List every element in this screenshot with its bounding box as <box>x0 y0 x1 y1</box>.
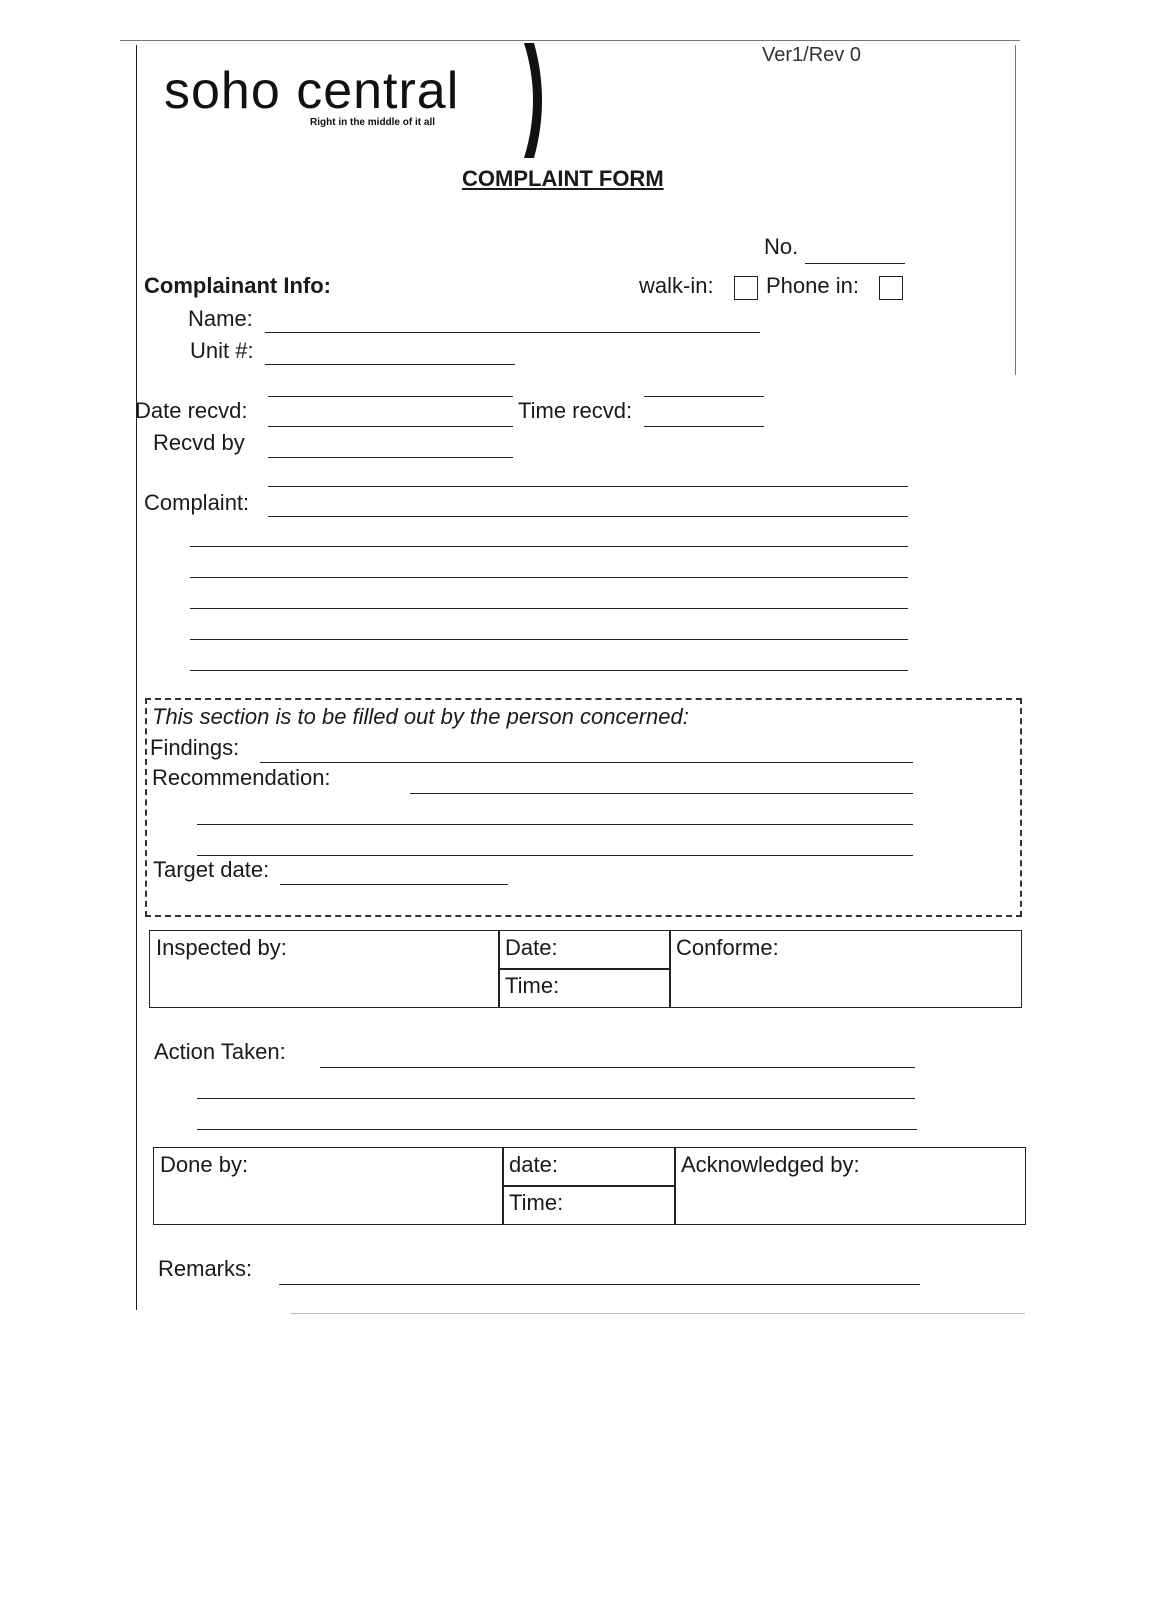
conforme-label: Conforme: <box>676 935 779 960</box>
right-border-line <box>1015 45 1016 375</box>
done-date-label: date: <box>509 1152 558 1177</box>
concerned-section-note: This section is to be filled out by the person concerned: <box>152 704 689 729</box>
version-label: Ver1/Rev 0 <box>762 44 861 66</box>
name-field[interactable] <box>265 332 760 333</box>
form-title: COMPLAINT FORM <box>462 166 664 191</box>
logo-bracket-icon <box>520 43 560 158</box>
name-label: Name: <box>188 306 253 331</box>
done-date-cell[interactable] <box>502 1147 676 1187</box>
remarks-field[interactable] <box>279 1284 920 1285</box>
walk-in-label: walk-in: <box>639 273 714 298</box>
no-label: No. <box>764 234 799 259</box>
remarks-label: Remarks: <box>158 1256 253 1281</box>
acknowledged-by-label: Acknowledged by: <box>681 1152 860 1177</box>
inspection-time-label: Time: <box>505 973 560 998</box>
concerned-section <box>145 698 1022 917</box>
findings-field[interactable] <box>260 762 913 763</box>
bottom-border-line <box>290 1313 1025 1314</box>
logo-text: soho central <box>164 62 460 120</box>
inspection-time-cell[interactable] <box>498 968 671 1008</box>
target-date-label: Target date: <box>153 857 270 882</box>
logo <box>160 55 560 165</box>
done-time-label: Time: <box>509 1190 564 1215</box>
conforme-cell[interactable] <box>669 930 1022 1008</box>
complaint-line-6[interactable] <box>190 639 908 640</box>
done-time-cell[interactable] <box>502 1185 676 1225</box>
top-border-line <box>120 40 1020 41</box>
unit-label: Unit #: <box>190 338 254 363</box>
findings-label: Findings: <box>150 735 240 760</box>
inspected-by-cell[interactable] <box>149 930 500 1008</box>
date-recvd-label: Date recvd: <box>135 398 248 423</box>
complaint-line-1[interactable] <box>268 486 908 487</box>
complaint-line-2[interactable] <box>268 516 908 517</box>
phone-in-label: Phone in: <box>766 273 859 298</box>
date-recvd-upper-line <box>268 396 513 397</box>
recvd-by-field[interactable] <box>268 457 513 458</box>
action-taken-line-3[interactable] <box>197 1129 917 1130</box>
walk-in-checkbox[interactable] <box>734 276 758 300</box>
time-recvd-upper-line <box>644 396 764 397</box>
action-taken-label: Action Taken: <box>154 1039 286 1064</box>
inspection-date-cell[interactable] <box>498 930 671 970</box>
date-recvd-field[interactable] <box>268 426 513 427</box>
phone-in-checkbox[interactable] <box>879 276 903 300</box>
complaint-line-3[interactable] <box>190 546 908 547</box>
recommendation-label: Recommendation: <box>152 765 331 790</box>
recommendation-line-1[interactable] <box>410 793 913 794</box>
done-by-label: Done by: <box>160 1152 249 1177</box>
action-taken-line-1[interactable] <box>320 1067 915 1068</box>
recommendation-line-2[interactable] <box>197 824 913 825</box>
recvd-by-label: Recvd by <box>153 430 245 455</box>
action-taken-line-2[interactable] <box>197 1098 915 1099</box>
unit-field[interactable] <box>265 364 515 365</box>
target-date-field[interactable] <box>280 884 508 885</box>
acknowledged-by-cell[interactable] <box>674 1147 1026 1225</box>
complaint-line-7[interactable] <box>190 670 908 671</box>
left-border-line <box>136 45 137 1310</box>
no-field[interactable] <box>805 263 905 264</box>
time-recvd-label: Time recvd: <box>518 398 633 423</box>
complaint-label: Complaint: <box>144 490 250 515</box>
inspection-date-label: Date: <box>505 935 558 960</box>
done-by-cell[interactable] <box>153 1147 504 1225</box>
complaint-line-5[interactable] <box>190 608 908 609</box>
complainant-info-heading: Complainant Info: <box>144 273 331 298</box>
complaint-line-4[interactable] <box>190 577 908 578</box>
inspected-by-label: Inspected by: <box>156 935 287 960</box>
recommendation-line-3[interactable] <box>197 855 913 856</box>
time-recvd-field[interactable] <box>644 426 764 427</box>
logo-tagline: Right in the middle of it all <box>310 117 435 128</box>
